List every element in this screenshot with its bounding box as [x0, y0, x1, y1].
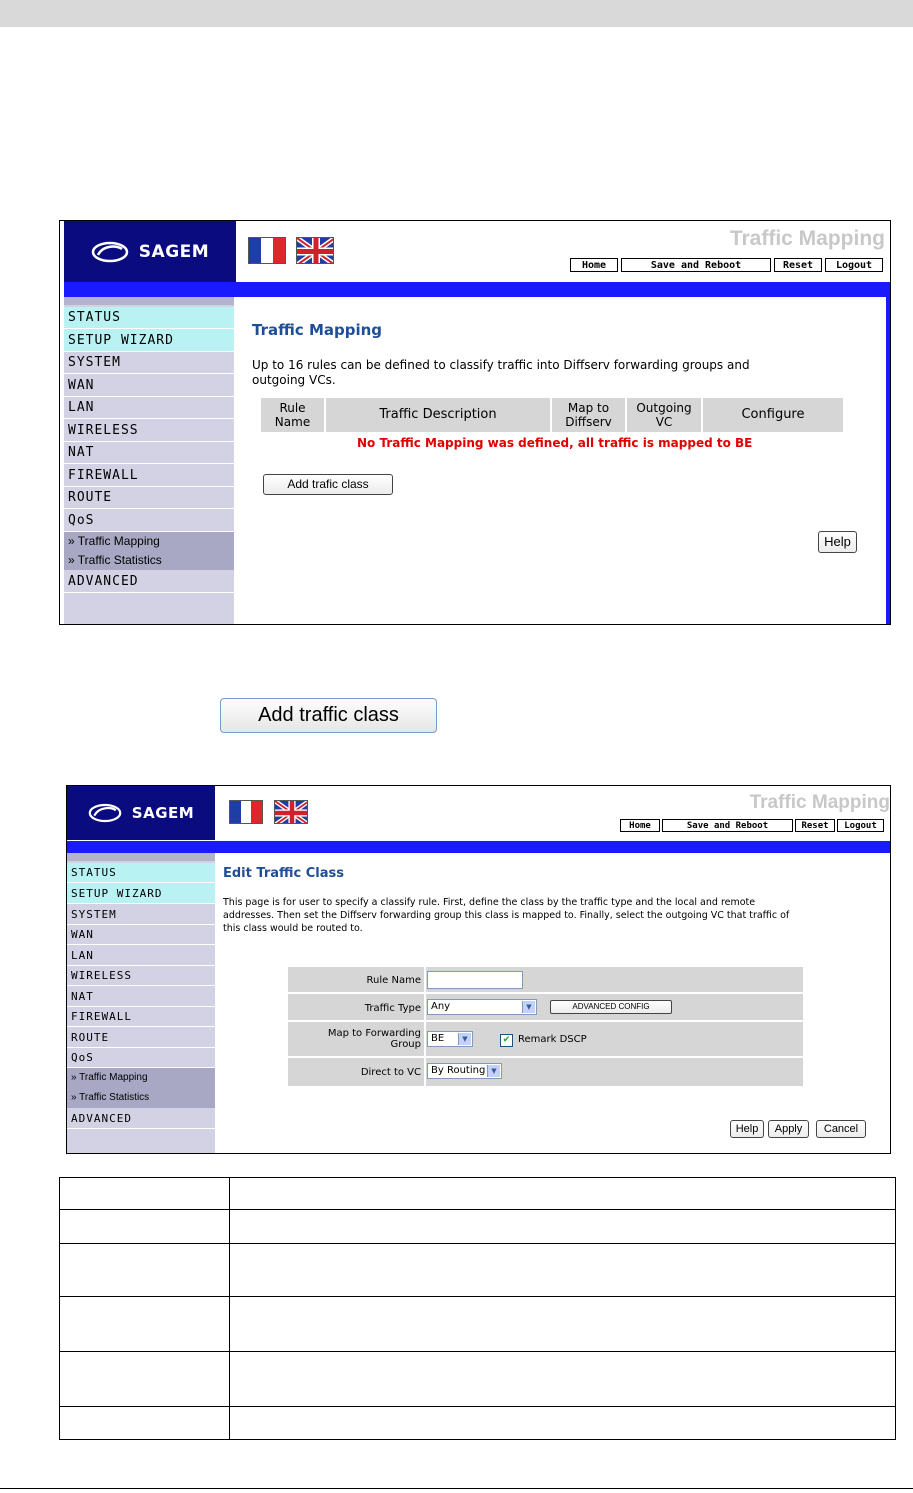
sidebar-item-qos[interactable]: QoS — [67, 1048, 215, 1068]
map-label-line1: Map to Forwarding — [327, 1028, 421, 1039]
direct-to-vc-value: By Routing — [431, 1065, 486, 1076]
col-rule-name-line2: Name — [274, 415, 311, 429]
col-map-line2: Diffserv — [565, 415, 612, 429]
intro-text-line-1: Up to 16 rules can be defined to classify traffic into Diffserv forwarding groups and — [252, 358, 750, 372]
row-divider — [424, 1022, 426, 1056]
sagem-logo-icon — [91, 241, 129, 263]
intro-text-line-3: this class would be routed to. — [223, 923, 363, 934]
logout-button[interactable]: Logout — [837, 819, 884, 832]
col-traffic-description: Traffic Description — [326, 398, 552, 432]
table-cell — [60, 1297, 230, 1352]
remark-dscp-label: Remark DSCP — [518, 1034, 587, 1045]
table-row — [60, 1178, 896, 1210]
sidebar-item-status[interactable]: STATUS — [64, 307, 234, 329]
uk-flag-icon[interactable] — [274, 800, 308, 824]
content-heading: Edit Traffic Class — [223, 866, 344, 881]
sidebar — [64, 297, 234, 624]
right-border — [886, 282, 890, 624]
sagem-logo — [64, 221, 236, 282]
row-direct-to-vc — [288, 1058, 803, 1086]
sidebar-item-lan[interactable]: LAN — [67, 945, 215, 966]
sidebar-item-wireless[interactable]: WIRELESS — [67, 966, 215, 986]
sidebar-item-setup-wizard[interactable]: SETUP WIZARD — [67, 883, 215, 904]
intro-text-line-1: This page is for user to specify a classify rule. First, define the class by the traffic type and the local and remote — [223, 897, 756, 908]
table-cell — [230, 1352, 896, 1407]
add-traffic-class-button[interactable]: Add trafic class — [263, 474, 393, 495]
help-button[interactable]: Help — [730, 1120, 764, 1138]
row-divider — [424, 1058, 426, 1086]
brand-name: SAGEM — [131, 804, 195, 822]
sidebar-item-wireless[interactable]: WIRELESS — [64, 419, 234, 442]
sidebar-item-nat[interactable]: NAT — [67, 986, 215, 1007]
empty-message: No Traffic Mapping was defined, all traffic is mapped to BE — [357, 436, 753, 450]
col-configure: Configure — [703, 398, 843, 432]
sidebar-item-route[interactable]: ROUTE — [67, 1027, 215, 1048]
sidebar-top-strip — [67, 853, 215, 861]
page-title: Traffic Mapping — [749, 792, 890, 813]
page-header-band — [0, 0, 913, 27]
row-map-forwarding — [288, 1022, 803, 1058]
rule-name-label: Rule Name — [366, 975, 421, 986]
page-title: Traffic Mapping — [729, 227, 885, 250]
map-forwarding-label — [328, 1028, 421, 1050]
save-and-reboot-button[interactable]: Save and Reboot — [621, 258, 771, 272]
sidebar-item-wan[interactable]: WAN — [64, 374, 234, 397]
forwarding-group-value: BE — [431, 1033, 445, 1044]
sidebar-item-nat[interactable]: NAT — [64, 442, 234, 464]
header-blue-bar — [67, 841, 890, 853]
sagem-logo — [67, 786, 215, 840]
table-row — [60, 1297, 896, 1352]
rule-name-input[interactable] — [427, 971, 523, 989]
description-table — [59, 1177, 896, 1440]
col-map-line1: Map to — [567, 401, 610, 415]
cancel-button[interactable]: Cancel — [816, 1120, 866, 1138]
table-cell — [230, 1297, 896, 1352]
chevron-down-icon: ▼ — [458, 1033, 471, 1045]
sidebar-item-advanced[interactable]: ADVANCED — [67, 1109, 215, 1129]
traffic-type-label: Traffic Type — [364, 1003, 421, 1014]
sidebar-item-qos[interactable]: QoS — [64, 509, 234, 532]
top-nav — [570, 258, 883, 272]
sagem-logo-icon — [88, 803, 122, 823]
sidebar-top-strip — [64, 297, 234, 305]
advanced-config-button[interactable]: ADVANCED CONFIG — [550, 1000, 672, 1014]
table-row — [60, 1244, 896, 1297]
help-button[interactable]: Help — [818, 531, 857, 553]
sidebar-item-lan[interactable]: LAN — [64, 397, 234, 419]
traffic-type-select[interactable] — [427, 999, 537, 1015]
table-cell — [230, 1210, 896, 1244]
screenshot-edit-traffic-class — [66, 785, 891, 1154]
sidebar — [67, 853, 215, 1153]
footer-rule — [0, 1488, 913, 1489]
row-traffic-type — [288, 994, 803, 1022]
row-rule-name — [288, 967, 803, 994]
map-label-line2: Group — [390, 1039, 421, 1050]
table-cell — [230, 1407, 896, 1440]
intro-text-line-2: addresses. Then set the Diffserv forwarding group this class is mapped to. Finally, select the outgoing VC that traffic of — [223, 910, 790, 921]
table-cell — [60, 1178, 230, 1210]
top-nav — [620, 819, 884, 832]
sidebar-item-route[interactable]: ROUTE — [64, 487, 234, 509]
sidebar-item-system[interactable]: SYSTEM — [64, 352, 234, 374]
col-vc-line2: VC — [655, 415, 673, 429]
sidebar-item-status[interactable]: STATUS — [67, 863, 215, 883]
sidebar-item-firewall[interactable]: FIREWALL — [64, 464, 234, 487]
home-button[interactable]: Home — [570, 258, 618, 272]
col-rule-name — [261, 398, 326, 432]
chevron-down-icon: ▼ — [487, 1065, 500, 1077]
table-cell — [230, 1178, 896, 1210]
save-and-reboot-button[interactable]: Save and Reboot — [662, 819, 793, 832]
sidebar-subitem-traffic-statistics[interactable]: » Traffic Statistics — [67, 1088, 215, 1108]
direct-to-vc-select[interactable] — [427, 1063, 502, 1079]
table-row — [60, 1210, 896, 1244]
sidebar-item-advanced[interactable]: ADVANCED — [64, 571, 234, 593]
table-cell — [60, 1352, 230, 1407]
col-outgoing-vc — [627, 398, 703, 432]
reset-button[interactable]: Reset — [774, 258, 822, 272]
col-vc-line1: Outgoing — [636, 401, 692, 415]
direct-to-vc-label: Direct to VC — [360, 1067, 421, 1078]
french-flag-icon[interactable] — [248, 237, 286, 264]
col-map-diffserv — [552, 398, 627, 432]
rules-table-header — [261, 398, 843, 432]
row-divider — [424, 994, 426, 1020]
sidebar-item-system[interactable]: SYSTEM — [67, 904, 215, 925]
home-button[interactable]: Home — [620, 819, 660, 832]
uk-flag-icon[interactable] — [296, 237, 334, 264]
table-cell — [230, 1244, 896, 1297]
sidebar-item-setup-wizard[interactable]: SETUP WIZARD — [64, 329, 234, 352]
table-row — [60, 1352, 896, 1407]
brand-name: SAGEM — [138, 241, 210, 262]
forwarding-group-select[interactable] — [427, 1031, 473, 1047]
table-cell — [60, 1244, 230, 1297]
reset-button[interactable]: Reset — [795, 819, 835, 832]
table-cell — [60, 1210, 230, 1244]
table-cell — [60, 1407, 230, 1440]
remark-dscp-checkbox[interactable]: ✔ — [500, 1034, 513, 1047]
sidebar-item-wan[interactable]: WAN — [67, 925, 215, 945]
intro-text-line-2: outgoing VCs. — [252, 373, 336, 387]
table-row — [60, 1407, 896, 1440]
row-divider — [424, 967, 426, 992]
screenshot-traffic-mapping — [59, 220, 891, 625]
apply-button[interactable]: Apply — [768, 1120, 809, 1138]
traffic-type-value: Any — [431, 1001, 451, 1012]
content-heading: Traffic Mapping — [252, 321, 383, 339]
edit-class-form — [288, 967, 803, 1086]
french-flag-icon[interactable] — [229, 800, 263, 824]
sidebar-subitem-traffic-mapping[interactable]: » Traffic Mapping — [64, 532, 234, 551]
add-traffic-class-button-zoom[interactable]: Add traffic class — [220, 698, 437, 733]
logout-button[interactable]: Logout — [825, 258, 883, 272]
sidebar-subitem-traffic-statistics[interactable]: » Traffic Statistics — [64, 551, 234, 570]
col-rule-name-line1: Rule — [279, 401, 306, 415]
sidebar-subitem-traffic-mapping[interactable]: » Traffic Mapping — [67, 1068, 215, 1088]
sidebar-item-firewall[interactable]: FIREWALL — [67, 1007, 215, 1027]
chevron-down-icon: ▼ — [522, 1001, 535, 1013]
header-blue-bar — [64, 282, 886, 297]
